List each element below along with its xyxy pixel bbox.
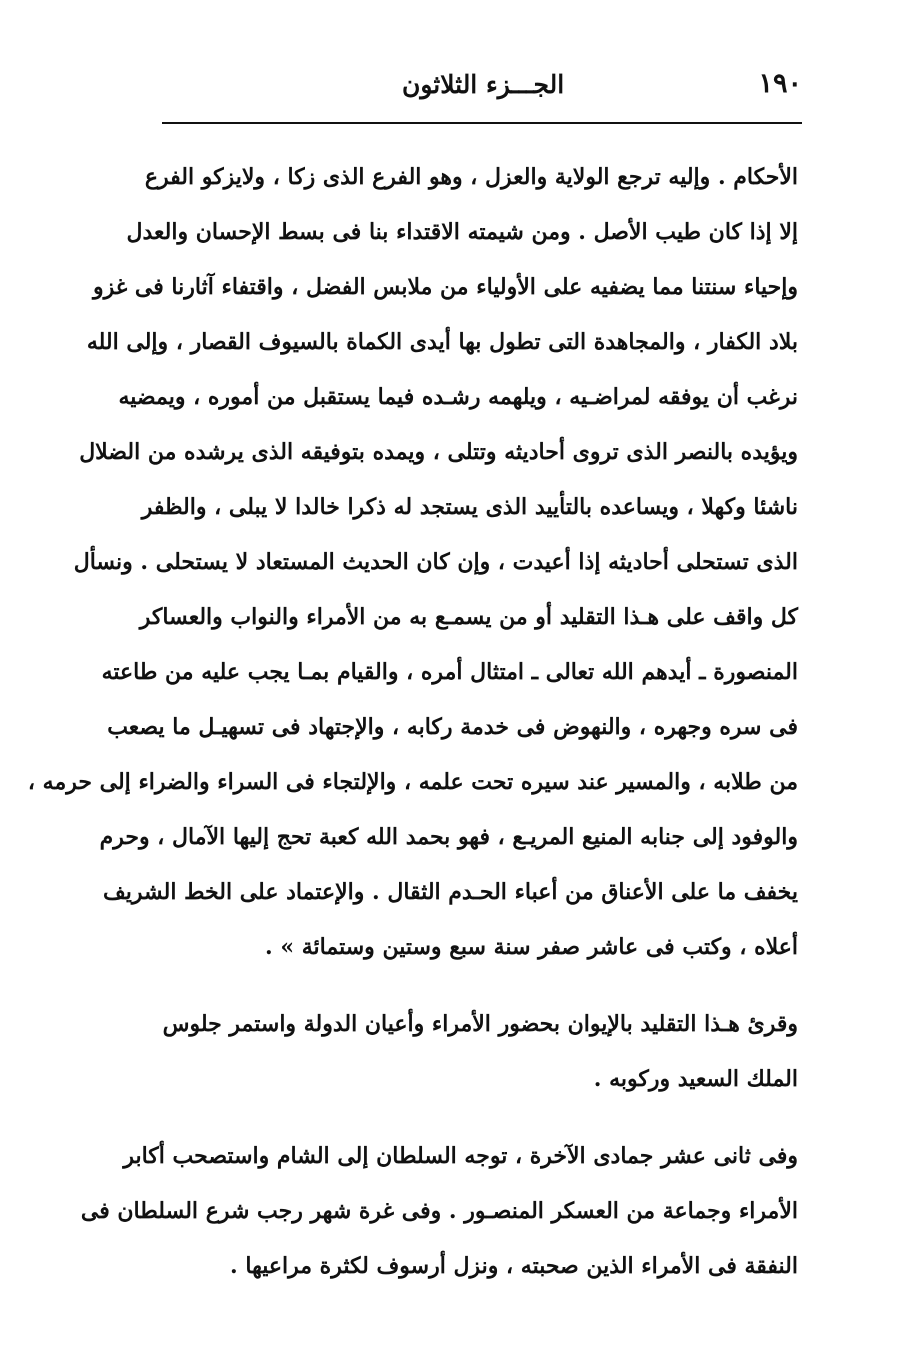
page-body xyxy=(27,150,798,1294)
text-line: المنصورة ـ أيدهم الله تعالى ـ امتثال أمره ، والقيام بمـا يجب عليه من طاعته xyxy=(101,659,798,685)
text-line: يخفف ما على الأعناق من أعباء الحـدم الثقال . والإعتماد على الخط الشريف xyxy=(103,879,798,905)
text-line: كل واقف على هـذا التقليد أو من يسمـع به من الأمراء والنواب والعساكر xyxy=(139,604,798,630)
text-line: الملك السعيد وركوبه . xyxy=(593,1066,798,1092)
page-header xyxy=(162,60,802,118)
text-line: الذى تستحلى أحاديثه إذا أعيدت ، وإن كان الحديث المستعاد لا يستحلى . ونسأل xyxy=(73,549,798,575)
text-line: ناشئا وكهلا ، ويساعده بالتأييد الذى يستجد له ذكرا خالدا لا يبلى ، والظفر xyxy=(141,494,798,520)
text-line: وإحياء سنتنا مما يضفيه على الأولياء من ملابس الفضل ، واقتفاء آثارنا فى غزو xyxy=(92,274,798,300)
text-line: إلا إذا كان طيب الأصل . ومن شيمته الاقتداء بنا فى بسط الإحسان والعدل xyxy=(126,219,798,245)
paragraph-2 xyxy=(162,997,798,1107)
text-line: والوفود إلى جنابه المنيع المريـع ، فهو بحمد الله كعبة تحج إليها الآمال ، وحرم xyxy=(99,824,798,850)
text-line: نرغب أن يوفقه لمراضـيه ، ويلهمه رشـده فيما يستقبل من أموره ، ويمضيه xyxy=(118,384,798,410)
text-line: أعلاه ، وكتب فى عاشر صفر سنة سبع وستين وستمائة » . xyxy=(265,934,798,960)
page-number: ١٩٠ xyxy=(758,68,802,99)
running-head: الجـــزء الثلاثون xyxy=(402,70,565,99)
header-rule xyxy=(162,122,802,124)
text-line: ويؤيده بالنصر الذى تروى أحاديثه وتتلى ، ويمده بتوفيقه الذى يرشده من الضلال xyxy=(79,439,798,465)
text-line: النفقة فى الأمراء الذين صحبته ، ونزل أرسوف لكثرة مراعيها . xyxy=(230,1253,798,1279)
text-line: وقرئ هـذا التقليد بالإيوان بحضور الأمراء وأعيان الدولة واستمر جلوس xyxy=(162,1011,798,1037)
text-line: من طلابه ، والمسير عند سيره تحت علمه ، والإلتجاء فى السراء والضراء إلى حرمه ، xyxy=(27,769,798,795)
paragraph-gap xyxy=(178,975,798,997)
text-line: بلاد الكفار ، والمجاهدة التى تطول بها أيدى الكماة بالسيوف القصار ، وإلى الله xyxy=(86,329,798,355)
text-line: الأحكام . وإليه ترجع الولاية والعزل ، وهو الفرع الذى زكا ، ولايزكو الفرع xyxy=(144,164,798,190)
text-line: وفى ثانى عشر جمادى الآخرة ، توجه السلطان إلى الشام واستصحب أكابر xyxy=(123,1143,798,1169)
text-line: الأمراء وجماعة من العسكر المنصـور . وفى غرة شهر رجب شرع السلطان فى xyxy=(80,1198,798,1224)
paragraph-3 xyxy=(80,1129,798,1294)
paragraph-gap xyxy=(178,1107,798,1129)
paragraph-1 xyxy=(27,150,798,975)
text-line: فى سره وجهره ، والنهوض فى خدمة ركابه ، والإجتهاد فى تسهيـل ما يصعب xyxy=(107,714,798,740)
